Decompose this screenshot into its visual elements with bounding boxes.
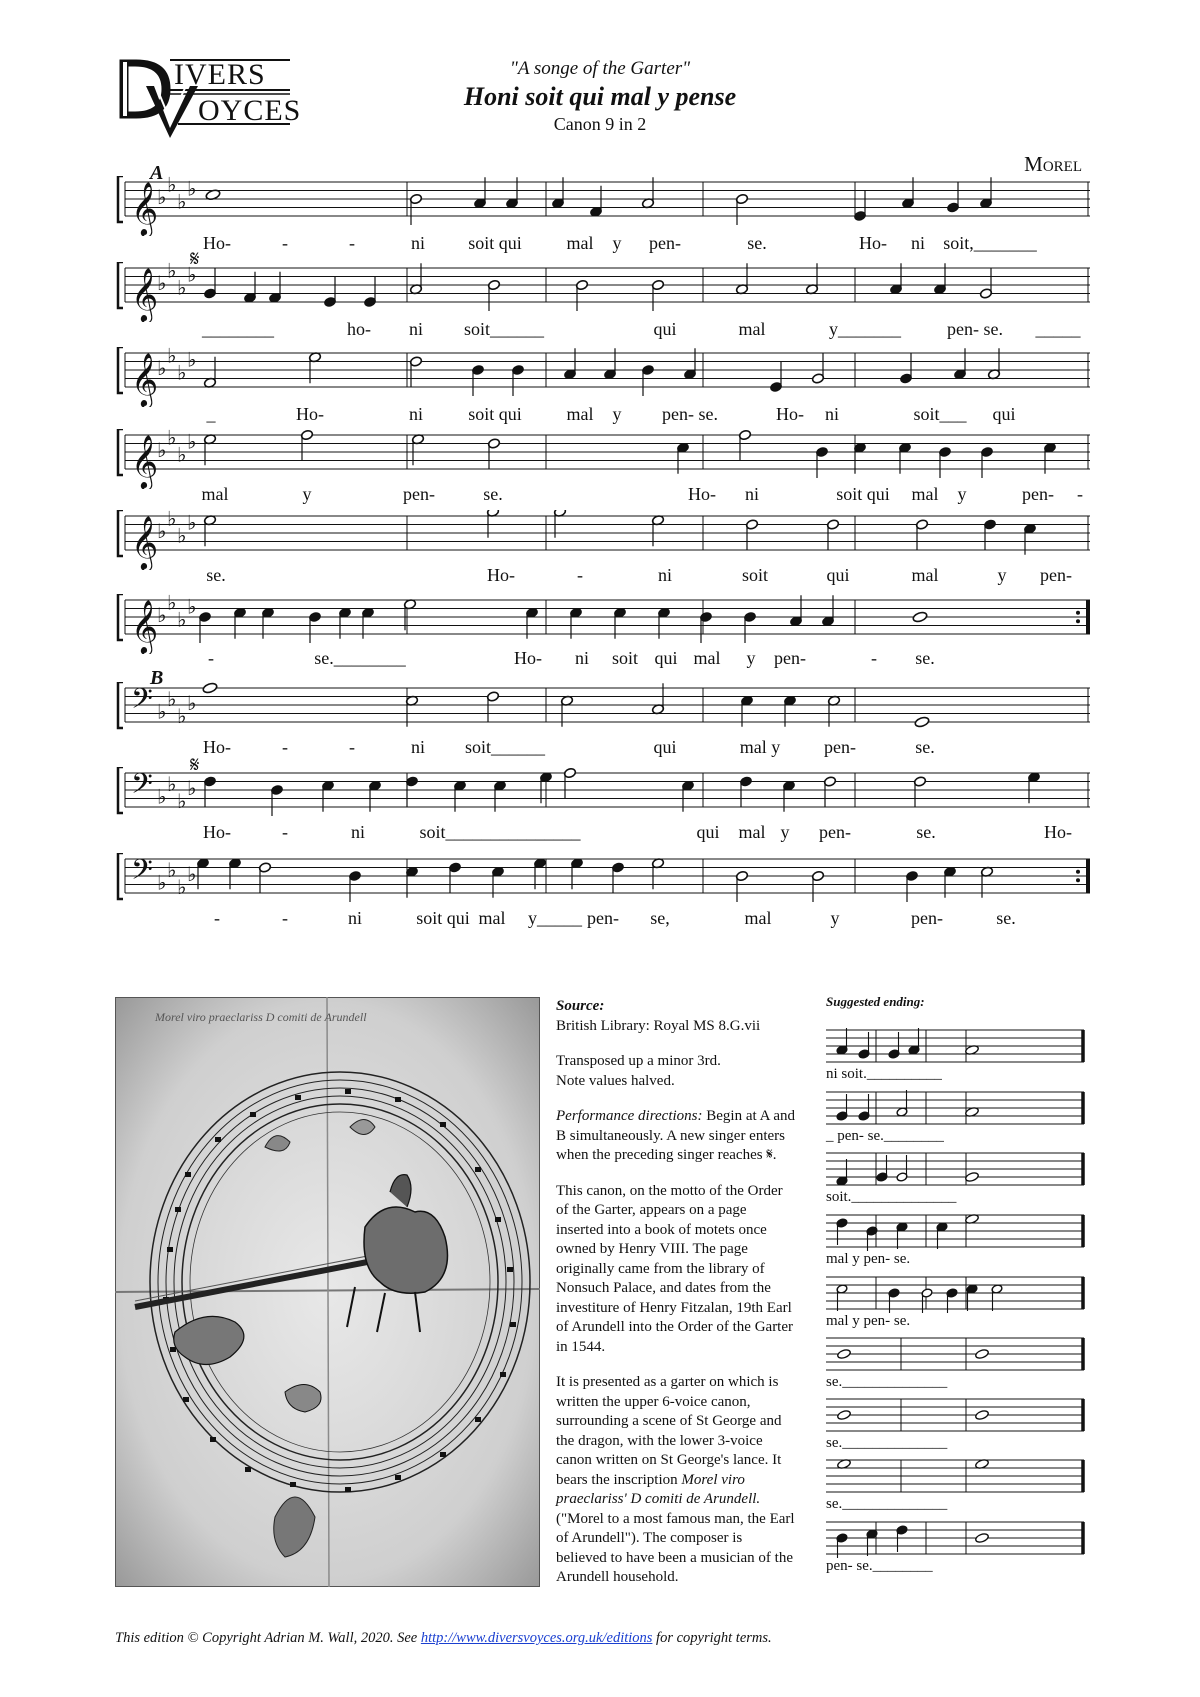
- half-note: [735, 193, 748, 225]
- staff-3: [115, 347, 1090, 407]
- lyric-syllable: pen-: [649, 233, 681, 253]
- staff-bracket: [118, 767, 123, 813]
- lyric-syllable: se.: [916, 822, 936, 842]
- repeat-dot: [1076, 870, 1080, 874]
- staff-bracket: [118, 510, 123, 556]
- lyric-syllable: y: [746, 648, 756, 668]
- lyric-syllable: Ho-: [688, 484, 716, 504]
- suggested-lyric-8: se.______________: [826, 1496, 948, 1512]
- quarter-note: [946, 182, 959, 214]
- flat-icon: ♭: [157, 519, 167, 543]
- quarter-note: [405, 776, 418, 808]
- quarter-note: [836, 1159, 848, 1186]
- lyric-syllable: -: [208, 648, 214, 668]
- quarter-note: [363, 276, 376, 308]
- whole-note: [975, 1532, 990, 1543]
- quarter-note: [471, 364, 484, 396]
- staff-6: [115, 594, 1090, 654]
- lyric-syllable: Ho-: [859, 233, 887, 253]
- lyric-syllable: Ho-: [203, 822, 231, 842]
- suggested-lyric-9: pen- se.________: [826, 1558, 933, 1574]
- quarter-note: [899, 353, 912, 385]
- flat-icon: ♭: [157, 784, 167, 809]
- flat-icon: ♭: [157, 356, 167, 380]
- treble-clef-icon: 𝄞: [131, 181, 159, 235]
- treble-clef-icon: 𝄞: [131, 515, 159, 569]
- whole-note: [837, 1409, 852, 1420]
- flat-icon: ♭: [187, 262, 197, 287]
- flat-icon: ♭: [157, 438, 167, 462]
- quarter-note: [888, 1032, 900, 1059]
- bass-clef-icon: 𝄢: [131, 767, 153, 808]
- flat-icon: ♭: [177, 874, 187, 899]
- lyrics-line-4: [115, 484, 1090, 508]
- flat-icon: ♭: [177, 788, 187, 813]
- half-note: [563, 767, 576, 799]
- half-note: [409, 193, 422, 225]
- lyric-syllable: soit: [741, 565, 769, 585]
- flat-icon: ♭: [177, 523, 187, 548]
- flat-icon: ♭: [167, 594, 177, 615]
- flat-icon: ♭: [177, 703, 187, 728]
- lyric-syllable: mal y: [739, 737, 781, 757]
- lyric-syllable: ni: [350, 822, 366, 842]
- treble-clef-icon: 𝄞: [131, 599, 159, 653]
- lyric-syllable: y: [997, 565, 1007, 585]
- quarter-note: [511, 364, 524, 396]
- suggested-staff-5: [826, 1273, 1088, 1313]
- quarter-note: [938, 446, 951, 478]
- half-note: [836, 1284, 848, 1311]
- treble-clef-icon: 𝄞: [131, 434, 159, 488]
- description-text-a: It is presented as a garter on which is written the upper 6-voice canon, surrounding a scene of St George and the dragon, with the lower 3-voice canon written on St George's lance. It bears the inscription: [556, 1374, 782, 1488]
- quarter-note: [270, 784, 283, 816]
- half-note: [651, 279, 664, 311]
- performance-note: [556, 1107, 796, 1166]
- lyric-syllable: mal: [744, 908, 772, 928]
- lyric-syllable: pen-: [824, 737, 856, 757]
- source-label: Source:: [556, 998, 605, 1014]
- half-note: [551, 510, 569, 538]
- half-note: [258, 862, 271, 894]
- suggested-lyric-2: _ pen- se.________: [826, 1128, 944, 1144]
- suggested-staff-4: [826, 1211, 1088, 1251]
- half-note: [896, 1090, 908, 1117]
- quarter-note: [203, 268, 216, 300]
- lyrics-line-9: [115, 908, 1090, 932]
- lyric-syllable: Ho-: [296, 404, 324, 424]
- repeat-dot: [1076, 611, 1080, 615]
- lyric-syllable: mal: [693, 648, 721, 668]
- quarter-note: [739, 776, 752, 808]
- lyric-syllable: ni: [410, 737, 426, 757]
- quarter-note: [896, 1525, 908, 1552]
- quarter-note: [611, 862, 624, 894]
- half-note: [896, 1155, 908, 1182]
- suggested-staff-9: [826, 1518, 1088, 1558]
- lyric-syllable: se.: [483, 484, 503, 504]
- lyric-syllable: se.: [206, 565, 226, 585]
- half-note: [915, 519, 928, 551]
- quarter-note: [858, 1094, 870, 1121]
- quarter-note: [905, 870, 918, 902]
- quarter-note: [936, 1222, 948, 1249]
- flat-icon: ♭: [167, 347, 177, 368]
- performance-label: Performance directions:: [556, 1108, 703, 1124]
- quarter-note: [323, 276, 336, 308]
- half-note: [300, 429, 313, 461]
- lyric-syllable: mal: [566, 233, 594, 253]
- quarter-note: [858, 1032, 870, 1059]
- song-title: Honi soit qui mal y pense: [463, 82, 737, 111]
- flat-icon: ♭: [167, 771, 177, 796]
- half-note: [979, 268, 992, 300]
- quarter-note: [836, 1094, 848, 1121]
- quarter-note: [203, 776, 216, 808]
- lyric-syllable: pen-: [1022, 484, 1054, 504]
- lyric-syllable: ni: [410, 233, 426, 253]
- staff-8: [115, 767, 1090, 827]
- suggested-staff-7: [826, 1395, 1088, 1435]
- lyrics-line-7: [115, 737, 1090, 761]
- lyric-syllable: ni: [408, 404, 424, 424]
- flat-icon: ♭: [167, 686, 177, 711]
- flat-icon: ♭: [167, 857, 177, 882]
- half-note: [486, 691, 499, 723]
- repeat-dot: [1076, 619, 1080, 623]
- lyric-syllable: y: [780, 822, 790, 842]
- flat-icon: ♭: [167, 510, 177, 531]
- half-note: [823, 776, 836, 808]
- lyric-syllable: pen- se.: [662, 404, 718, 424]
- lyric-syllable: ni: [347, 908, 363, 928]
- half-note: [745, 519, 758, 551]
- lyric-syllable: y: [612, 404, 622, 424]
- segno-icon: 𝄋: [190, 753, 200, 778]
- treble-clef-icon: 𝄞: [131, 352, 159, 406]
- flat-icon: ♭: [157, 870, 167, 895]
- lyric-syllable: Ho-: [776, 404, 804, 424]
- lyric-syllable: qui: [992, 404, 1016, 424]
- lyric-syllable: mal: [911, 484, 939, 504]
- edition-notes: [556, 997, 796, 1604]
- lyric-syllable: qui: [653, 319, 677, 339]
- lyric-syllable: y: [830, 908, 840, 928]
- flat-icon: ♭: [167, 262, 177, 283]
- quarter-note: [966, 1284, 978, 1311]
- lyric-syllable: qui: [653, 737, 677, 757]
- half-note: [811, 870, 824, 902]
- quarter-note: [876, 1155, 888, 1182]
- lyric-syllable: soit______: [463, 319, 545, 339]
- lyric-syllable: pen-: [1040, 565, 1072, 585]
- lyric-syllable: se.________: [314, 648, 406, 668]
- suggested-staff-8: [826, 1456, 1088, 1496]
- flat-icon: ♭: [157, 185, 167, 209]
- flat-icon: ♭: [177, 275, 187, 300]
- flat-icon: ♭: [187, 862, 197, 886]
- flat-icon: ♭: [157, 699, 167, 724]
- lyric-syllable: mal: [566, 404, 594, 424]
- lyric-syllable: -: [282, 737, 288, 757]
- quarter-note: [743, 611, 756, 643]
- lyric-syllable: mal: [738, 319, 766, 339]
- whole-note: [975, 1348, 990, 1359]
- half-note: [738, 429, 751, 461]
- flat-icon: ♭: [177, 189, 187, 214]
- lyric-syllable: y: [957, 484, 967, 504]
- lyrics-line-6: [115, 648, 1090, 672]
- lyric-syllable: y: [612, 233, 622, 253]
- manuscript-drawing: [115, 997, 540, 1587]
- lyrics-line-1: [115, 233, 1090, 257]
- lyric-syllable: soit______: [464, 737, 546, 757]
- lyric-syllable: -: [282, 908, 288, 928]
- flat-icon: ♭: [157, 271, 167, 295]
- quarter-note: [896, 1222, 908, 1249]
- suggested-staff-6: [826, 1334, 1088, 1374]
- suggested-ending: [826, 994, 1096, 1574]
- lyric-syllable: y_____: [528, 908, 582, 928]
- lyric-syllable: pen-: [587, 908, 619, 928]
- lyric-syllable: Ho-: [487, 565, 515, 585]
- lyric-syllable: mal: [478, 908, 506, 928]
- composer-name: Morel: [1024, 152, 1082, 176]
- suggested-lyric-5: mal y pen- se.: [826, 1313, 911, 1329]
- lyric-syllable: pen-: [819, 822, 851, 842]
- history-note: This canon, on the motto of the Order of the Garter, appears on a page inserted into a book of motets once owned by Henry VIII. The page originally came from the library of Nonsuch Palace, and dates from the investiture of Henry Fitzalan, 19th Earl of Arundell into the Order of the Garter in 1544.: [556, 1182, 794, 1355]
- suggested-staff-3: [826, 1149, 1088, 1189]
- lyric-syllable: pen-: [774, 648, 806, 668]
- lyric-syllable: mal: [201, 484, 229, 504]
- staff-bracket: [118, 176, 123, 222]
- lyric-syllable: se,: [650, 908, 670, 928]
- staff-bracket: [118, 853, 123, 899]
- staff-4: [115, 429, 1090, 489]
- quarter-note: [980, 446, 993, 478]
- flat-icon: ♭: [187, 776, 197, 800]
- quarter-note: [348, 870, 361, 902]
- staff-bracket: [118, 594, 123, 640]
- suggested-lyric-4: mal y pen- se.: [826, 1251, 911, 1267]
- staff-9: [115, 853, 1090, 913]
- lyric-syllable: _____: [1035, 319, 1081, 339]
- quarter-note: [983, 519, 996, 551]
- lyric-syllable: -: [282, 822, 288, 842]
- lyric-syllable: se.: [915, 648, 935, 668]
- quarter-note: [836, 1218, 848, 1245]
- lyric-syllable: qui: [696, 822, 720, 842]
- logo-line-2: OYCES: [198, 94, 302, 127]
- flat-icon: ♭: [187, 510, 197, 535]
- whole-note: [914, 716, 930, 728]
- whole-note: [912, 611, 928, 623]
- lyric-syllable: y: [302, 484, 312, 504]
- lyric-syllable: mal: [738, 822, 766, 842]
- half-note: [487, 438, 500, 470]
- staff-bracket: [118, 347, 123, 393]
- lyric-syllable: y_______: [829, 319, 901, 339]
- half-note: [484, 510, 502, 538]
- half-note: [487, 279, 500, 311]
- footer-text-post: for copyright terms.: [652, 1630, 772, 1646]
- suggested-ending-title: Suggested ending:: [826, 994, 925, 1009]
- flat-icon: ♭: [177, 607, 187, 632]
- lyric-syllable: ________: [202, 319, 274, 339]
- manuscript-image: [115, 997, 540, 1587]
- staff-7: [115, 682, 1090, 742]
- bass-clef-icon: 𝄢: [131, 682, 153, 723]
- quarter-note: [448, 862, 461, 894]
- transposed-text: Transposed up a minor 3rd.: [556, 1053, 721, 1069]
- song-subtitle: "A songe of the Garter": [509, 58, 691, 79]
- lyric-syllable: Ho-: [514, 648, 542, 668]
- suggested-lyric-6: se.______________: [826, 1374, 948, 1390]
- lyric-syllable: ho-: [347, 319, 371, 339]
- source-note: [556, 997, 796, 1036]
- quarter-note: [308, 611, 321, 643]
- lyric-syllable: se.: [915, 737, 935, 757]
- lyric-syllable: ni: [408, 319, 424, 339]
- flat-icon: ♭: [187, 429, 197, 454]
- lyrics-line-2: [115, 319, 1090, 343]
- quarter-note: [836, 1028, 848, 1055]
- lyric-syllable: soit qui: [468, 404, 522, 424]
- lyric-syllable: _: [206, 404, 216, 424]
- segno-icon: 𝄋: [190, 247, 200, 272]
- flat-icon: ♭: [187, 347, 197, 372]
- lyric-syllable: Ho-: [1044, 822, 1072, 842]
- lyric-syllable: -: [871, 648, 877, 668]
- lyric-syllable: se.: [747, 233, 767, 253]
- suggested-staff-2: [826, 1088, 1088, 1128]
- lyric-syllable: Ho-: [203, 233, 231, 253]
- description-text-b: ("Morel to a most famous man, the Earl of Arundell"). The composer is believed to have been a musician of the Arundell household.: [556, 1510, 795, 1585]
- flat-icon: ♭: [167, 429, 177, 450]
- half-note: [991, 1284, 1003, 1311]
- staff-bracket: [118, 682, 123, 728]
- staff-1: [115, 176, 1090, 236]
- lyric-syllable: Ho-: [203, 737, 231, 757]
- flat-icon: ♭: [187, 176, 197, 201]
- lyric-syllable: ni: [657, 565, 673, 585]
- lyric-syllable: mal: [911, 565, 939, 585]
- whole-note: [975, 1409, 990, 1420]
- quarter-note: [198, 611, 211, 643]
- staff-5: [115, 510, 1090, 570]
- halved-text: Note values halved.: [556, 1072, 675, 1089]
- lyric-syllable: qui: [654, 648, 678, 668]
- whole-note: [202, 682, 218, 694]
- treble-clef-icon: 𝄞: [131, 267, 159, 321]
- quarter-note: [908, 1028, 920, 1055]
- lyric-syllable: soit qui: [416, 908, 470, 928]
- lyric-syllable: -: [1077, 484, 1083, 504]
- half-note: [826, 519, 839, 551]
- inscription-text: Morel viro praeclariss' D comiti de Arundell.: [556, 1471, 761, 1507]
- copyright-footer: [115, 1630, 772, 1647]
- staff-2: [115, 262, 1090, 322]
- bass-clef-icon: 𝄢: [131, 853, 153, 894]
- suggested-staff-1: [826, 1026, 1088, 1066]
- flat-icon: ♭: [157, 603, 167, 627]
- lyric-syllable: soit___: [913, 404, 967, 424]
- quarter-note: [641, 364, 654, 396]
- section-b-label: B: [150, 667, 164, 689]
- editions-link[interactable]: http://www.diversvoyces.org.uk/editions: [420, 1630, 653, 1646]
- lyric-syllable: -: [282, 233, 288, 253]
- flat-icon: ♭: [187, 594, 197, 619]
- canon-description: Canon 9 in 2: [553, 114, 647, 134]
- lyric-syllable: ni: [744, 484, 760, 504]
- lyrics-line-5: [115, 565, 1090, 589]
- flat-icon: ♭: [167, 176, 177, 197]
- lyric-syllable: soit: [611, 648, 639, 668]
- source-text: British Library: Royal MS 8.G.vii: [556, 1017, 761, 1034]
- lyric-syllable: pen- se.: [947, 319, 1003, 339]
- half-note: [575, 279, 588, 311]
- lyric-syllable: soit_______________: [419, 822, 581, 842]
- lyric-syllable: pen-: [403, 484, 435, 504]
- performance-text: Begin at A and B simultaneously. A new singer enters when the preceding singer reaches 𝄋.: [556, 1108, 795, 1163]
- lyrics-line-3: [115, 404, 1090, 428]
- lyric-syllable: ni: [910, 233, 926, 253]
- staff-bracket: [118, 262, 123, 308]
- description-note: [556, 1373, 796, 1588]
- lyric-syllable: pen-: [911, 908, 943, 928]
- quarter-note: [815, 446, 828, 478]
- section-a-label: A: [150, 162, 164, 184]
- svg-text:Morel viro praeclariss D comit: Morel viro praeclariss D comiti de Arundell: [155, 1010, 367, 1024]
- half-note: [811, 353, 824, 385]
- suggested-lyric-1: ni soit.__________: [826, 1066, 942, 1082]
- flat-icon: ♭: [177, 360, 187, 385]
- lyric-syllable: -: [349, 233, 355, 253]
- footer-text-pre: This edition © Copyright Adrian M. Wall, 2020. See: [115, 1630, 421, 1646]
- quarter-note: [769, 361, 782, 393]
- repeat-dot: [1076, 878, 1080, 882]
- transposition-note: [556, 1052, 796, 1091]
- lyric-syllable: ni: [574, 648, 590, 668]
- lyric-syllable: -: [349, 737, 355, 757]
- lyric-syllable: soit qui: [836, 484, 890, 504]
- lyrics-line-8: [115, 822, 1090, 846]
- half-note: [735, 870, 748, 902]
- half-note: [409, 356, 422, 388]
- lyric-syllable: -: [214, 908, 220, 928]
- lyric-syllable: soit qui: [468, 233, 522, 253]
- whole-note: [965, 1171, 980, 1182]
- suggested-lyric-7: se.______________: [826, 1435, 948, 1451]
- flat-icon: ♭: [187, 691, 197, 715]
- logo-line-1: IVERS: [174, 58, 266, 91]
- lyric-syllable: -: [577, 565, 583, 585]
- lyric-syllable: soit,_______: [943, 233, 1037, 253]
- lyric-syllable: ni: [824, 404, 840, 424]
- lyric-syllable: se.: [996, 908, 1016, 928]
- staff-bracket: [118, 429, 123, 475]
- whole-note: [837, 1348, 852, 1359]
- flat-icon: ♭: [177, 442, 187, 467]
- suggested-lyric-3: soit.______________: [826, 1189, 957, 1205]
- lyric-syllable: qui: [826, 565, 850, 585]
- half-note: [913, 776, 926, 808]
- quarter-note: [699, 611, 712, 643]
